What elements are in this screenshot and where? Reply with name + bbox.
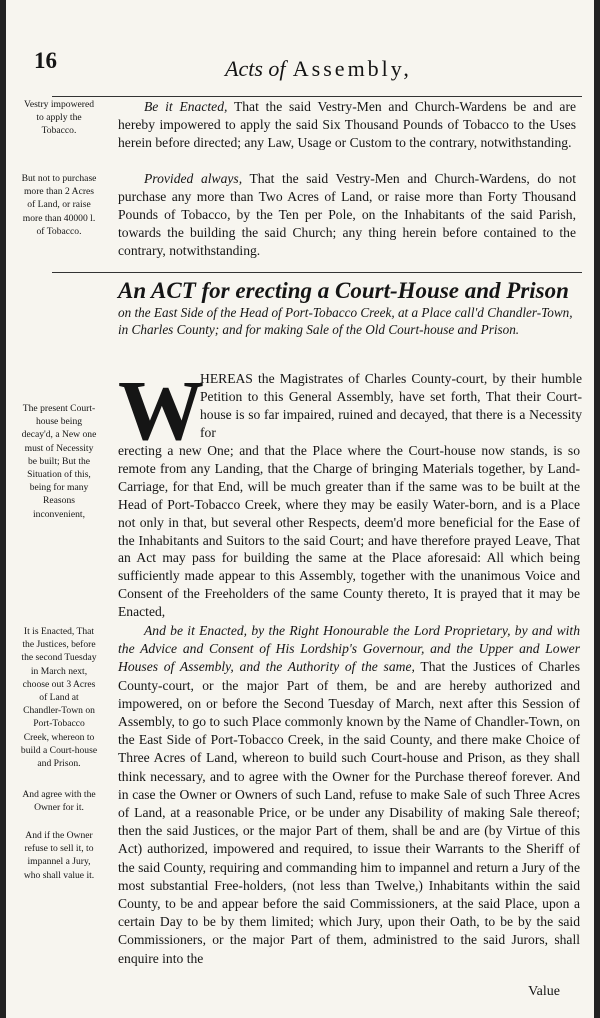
paragraph-proviso-text: That the said Vestry-Men and Church-Wardens, do not purchase any more than Two Acres of Land, or raise more than Forty Thousand Pounds of Tobacco, by the Ten per Pole, on the Inhabitants of the said Parish, towards the building the said Church; any thing herein before contained to the contrary, notwithstanding. <box>118 171 576 258</box>
act-heading: An ACT for erecting a Court-House and Prison <box>118 278 569 303</box>
running-title-caps: Assembly, <box>292 56 412 81</box>
paragraph-vestry-lead: Be it Enacted, <box>144 99 228 114</box>
margin-note-2: But not to purchase more than 2 Acres of Land, or raise more than 40000 l. of Tobacco. <box>21 173 97 237</box>
page-number: 16 <box>34 48 57 73</box>
section-rule <box>52 272 582 273</box>
act-subheading: on the East Side of the Head of Port-Tobacco Creek, at a Place call'd Chandler-Town, in Charles County; and for making Sale of the Old Court-house and Prison. <box>118 305 573 337</box>
act-title <box>118 278 580 338</box>
paragraph-vestry-text: That the said Vestry-Men and Church-Wardens be and are hereby impowered to apply the said Six Thousand Pounds of Tobacco to the Uses herein before directed; any Law, Usage or Custom to the contrary, notwithstanding. <box>118 99 577 150</box>
header-rule <box>52 96 582 97</box>
catchword: Value <box>528 984 560 999</box>
enacting-text: That the Justices of Charles County-court, or the major Part of them, be and are hereby authorized and impowered, on or before the Second Tuesday of March, next after this Session of Assembly, to go to such Place commonly known by the Name of Chandler-Town, on the East Side of Port-Tobacco Creek, in the said County, and there make Choice of Three Acres of Land, whereon to build such Court-house and Prison, as they shall think necessary, and to agree with the Owner for the Purchase thereof forever. And in case the Owner or Owners of such Land, refuse to make Sale of such Three Acres of Land, at a reasonable Price, or be under any Disability of making Sale thereof; then the said Justices, or the major Part of them, shall be and are (by Virtue of this Act) authorized, impowered and required, to issue their Warrants to the Sheriff of the said County, requiring and commanding him to impannel and return a Jury of the most substantial Free-holders, (not less than Twelve,) Inhabitants within the said County, to be and appear before the said Commissioners, at the said Place, upon a certain Day to be by them limited; which Jury, upon their Oath, to be by the said Commissioners, or the major Part of them, administred to the said Jurors, shall enquire into the <box>118 659 581 966</box>
margin-note-6: And if the Owner refuse to sell it, to impannel a Jury, who shall value it. <box>23 830 95 881</box>
margin-note-3: The present Court-house being decay'd, a New one must of Necessity be built; But the Situation of this, being for many Reasons inconvenient, <box>21 403 97 520</box>
margin-note-1: Vestry impowered to apply the Tobacco. <box>23 99 95 137</box>
preamble-continuation: erecting a new One; and that the Place where the Court-house now stands, is so remote from any Landing, that the Charge of bringing Materials together, by Land-Carriage, for that End, will be much greater than if the same was to be built at the Head of Port-Tobacco Creek, where they may be easily Water-born, and is a Place not only in that, but several other Respects, deem'd more beneficial for the Ease of the Inhabitants and Suitors to the said Court; and have therefore prayed Leave, That an Act may pass for building the same at the Place aforesaid: All which being sufficiently made appear to this Assembly, together with the unanimous Voice and Consent of the Freeholders of the same County thereto, It is prayed that it may be Enacted, <box>118 443 580 620</box>
paragraph-proviso-lead: Provided always, <box>144 171 243 186</box>
paragraph-vestry <box>118 98 576 152</box>
left-page-edge <box>0 0 6 1018</box>
drop-cap: W <box>118 362 204 458</box>
margin-note-4: It is Enacted, That the Justices, before the second Tuesday in March next, choose out 3 Acres of Land at Chandler-Town on Port-Tobacco Creek, whereon to build a Court-house and Prison. <box>20 626 98 770</box>
running-title-italic: Acts of <box>225 56 286 81</box>
enacting-clause <box>118 622 580 968</box>
preamble-opening: HEREAS the Magistrates of Charles County-court, by their humble Petition to this General Assembly, have set forth, That their Court-house is so far impaired, ruined and decayed, that there is a Necessity for <box>200 371 582 440</box>
enacting-lead: And be it Enacted, by the Right Honourable the Lord Proprietary, by and with the Advice and Consent of His Lordship's Governour, and the Upper and Lower Houses of Assembly, and the Authority of the same, <box>118 623 580 675</box>
right-page-edge <box>594 0 600 1018</box>
running-header <box>225 56 412 82</box>
margin-note-5: And agree with the Owner for it. <box>22 789 96 814</box>
paragraph-proviso <box>118 170 576 260</box>
